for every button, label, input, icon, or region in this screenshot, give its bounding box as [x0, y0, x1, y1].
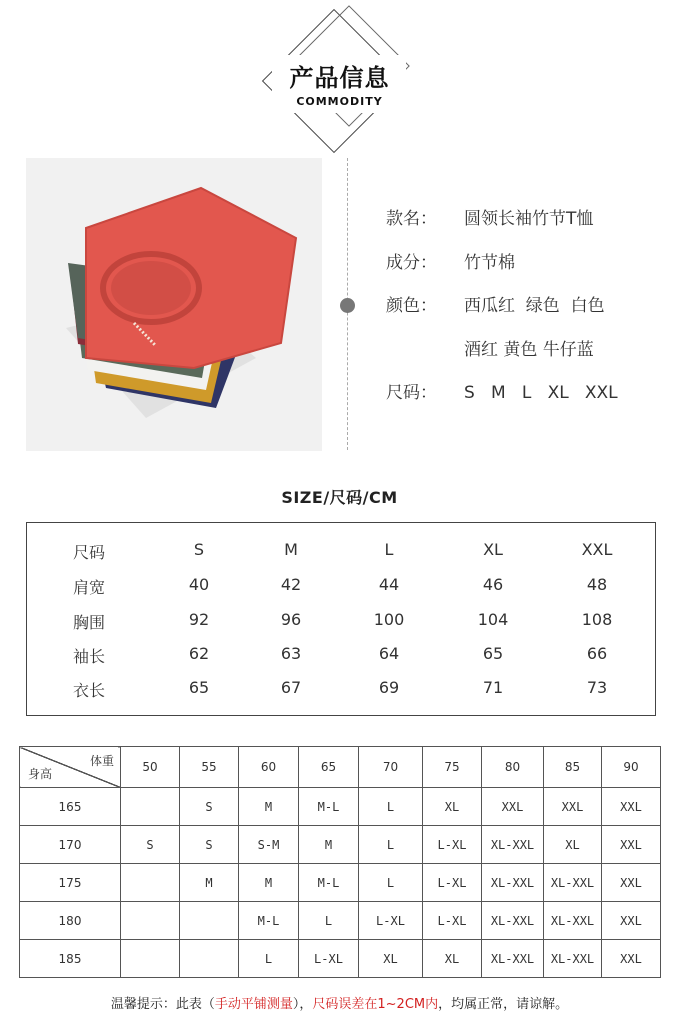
size-cell: L	[239, 940, 299, 978]
size-cell: L	[359, 864, 423, 902]
size-cell: M-L	[239, 902, 299, 940]
footer-highlight-method: 手动平铺测量	[214, 997, 293, 1012]
cell: 67	[280, 678, 302, 697]
size-cell: XL-XXL	[482, 902, 544, 940]
cell: 63	[280, 644, 302, 663]
height-header: 身高	[28, 767, 53, 781]
table-row	[20, 788, 661, 826]
table-row	[20, 940, 661, 978]
folded-tshirts-image	[26, 158, 322, 451]
size-cell: XL-XXL	[482, 826, 544, 864]
row-label: 肩宽	[73, 578, 106, 597]
height-row-header: 175	[20, 864, 121, 902]
height-row-header: 180	[20, 902, 121, 940]
size-cell	[121, 902, 180, 940]
spec-material	[386, 248, 515, 273]
spec-colors	[386, 291, 605, 316]
size-cell: XXL	[544, 788, 602, 826]
height-row-header: 170	[20, 826, 121, 864]
row-label: 尺码	[73, 543, 106, 562]
size-cell	[121, 864, 180, 902]
spec-sizes-value: S M L XL XXL	[464, 383, 618, 403]
cell: 46	[482, 575, 504, 594]
size-cell: S	[180, 788, 239, 826]
cell: 73	[586, 678, 608, 697]
size-cell: XXL	[482, 788, 544, 826]
cell: XL	[483, 540, 503, 559]
weight-header: 体重	[89, 754, 114, 768]
size-cell: M	[239, 788, 299, 826]
cell: 66	[586, 644, 608, 663]
spec-material-value: 竹节棉	[464, 253, 515, 273]
spec-name-value: 圆领长袖竹节T恤	[464, 209, 594, 229]
size-cell: S-M	[239, 826, 299, 864]
size-cell: L	[359, 788, 423, 826]
spec-sizes	[386, 378, 618, 403]
weight-col-header: 50	[121, 747, 180, 788]
size-cell: XXL	[602, 902, 661, 940]
size-cell: L	[359, 826, 423, 864]
size-cell: S	[180, 826, 239, 864]
measurement-row	[27, 678, 655, 712]
cell: 69	[378, 678, 400, 697]
size-cell: S	[121, 826, 180, 864]
size-cell: XL-XXL	[482, 864, 544, 902]
weight-col-header: 90	[602, 747, 661, 788]
size-cell: XXL	[602, 864, 661, 902]
cell: 100	[373, 610, 405, 629]
cell: S	[193, 540, 205, 559]
cell: 65	[482, 644, 504, 663]
size-cell	[180, 940, 239, 978]
weight-col-header: 70	[359, 747, 423, 788]
size-recommendation-table	[19, 746, 661, 978]
cell: 44	[378, 575, 400, 594]
corner-header-cell	[20, 747, 121, 788]
weight-col-header: 85	[544, 747, 602, 788]
page-title: 产品信息	[289, 64, 390, 92]
table-row	[20, 864, 661, 902]
size-cell: L-XL	[423, 826, 482, 864]
size-cell	[121, 788, 180, 826]
measurement-table	[26, 522, 656, 716]
size-cell: L	[299, 902, 359, 940]
cell: 71	[482, 678, 504, 697]
size-cell: M	[180, 864, 239, 902]
size-cell: M	[239, 864, 299, 902]
footer-highlight-tolerance: 尺码误差在1~2CM内	[312, 997, 439, 1012]
divider-dot	[340, 298, 355, 313]
footer-suffix: ，均属正常，请谅解。	[438, 997, 569, 1012]
weight-col-header: 75	[423, 747, 482, 788]
cell: 65	[188, 678, 210, 697]
size-cell: XL-XXL	[544, 940, 602, 978]
size-cell: XL	[423, 940, 482, 978]
spec-material-label: 成分：	[386, 253, 437, 273]
size-cell: L-XL	[423, 864, 482, 902]
spec-colors-line2: 酒红 黄色 牛仔蓝	[464, 340, 594, 360]
spec-sizes-label: 尺码：	[386, 383, 437, 403]
size-cell: M	[299, 826, 359, 864]
size-cell: XL	[544, 826, 602, 864]
size-cell: M-L	[299, 788, 359, 826]
footer-prefix: 温馨提示：此表（	[110, 997, 215, 1012]
table-row	[20, 826, 661, 864]
spec-colors-label: 颜色：	[386, 296, 437, 316]
spec-colors-line1: 西瓜红 绿色 白色	[464, 296, 605, 316]
footer-mid: ），	[292, 997, 313, 1012]
product-photo	[26, 158, 322, 451]
footer-note	[0, 993, 679, 1012]
size-cell: XXL	[602, 826, 661, 864]
size-cell: XXL	[602, 788, 661, 826]
cell: 96	[280, 610, 302, 629]
spec-name-label: 款名：	[386, 209, 437, 229]
measurement-row	[27, 644, 655, 678]
measurement-row	[27, 610, 655, 644]
size-cell	[121, 940, 180, 978]
size-cell: M-L	[299, 864, 359, 902]
cell: 92	[188, 610, 210, 629]
size-cell: XL	[423, 788, 482, 826]
header-row	[20, 747, 661, 788]
size-cell: L-XL	[299, 940, 359, 978]
size-cell: XL-XXL	[544, 864, 602, 902]
table-row	[20, 902, 661, 940]
height-row-header: 185	[20, 940, 121, 978]
size-cell: XXL	[602, 940, 661, 978]
weight-col-header: 55	[180, 747, 239, 788]
row-label: 胸围	[73, 613, 106, 632]
weight-col-header: 80	[482, 747, 544, 788]
row-label: 袖长	[73, 647, 106, 666]
cell: 104	[477, 610, 509, 629]
measurement-row	[27, 540, 655, 574]
size-section-title: SIZE/尺码/CM	[281, 488, 398, 507]
cell: 62	[188, 644, 210, 663]
weight-col-header: 65	[299, 747, 359, 788]
cell: 108	[581, 610, 613, 629]
cell: 42	[280, 575, 302, 594]
spec-name	[386, 204, 593, 229]
size-cell	[180, 902, 239, 940]
cell: 48	[586, 575, 608, 594]
page-subtitle: COMMODITY	[296, 95, 383, 108]
cell: XXL	[581, 540, 613, 559]
cell: M	[284, 540, 298, 559]
height-row-header: 165	[20, 788, 121, 826]
cell: L	[384, 540, 394, 559]
cell: 40	[188, 575, 210, 594]
measurement-row	[27, 575, 655, 609]
size-cell: L-XL	[359, 902, 423, 940]
size-cell: XL-XXL	[482, 940, 544, 978]
size-cell: XL-XXL	[544, 902, 602, 940]
row-label: 衣长	[73, 681, 106, 700]
size-cell: XL	[359, 940, 423, 978]
cell: 64	[378, 644, 400, 663]
size-cell: L-XL	[423, 902, 482, 940]
weight-col-header: 60	[239, 747, 299, 788]
